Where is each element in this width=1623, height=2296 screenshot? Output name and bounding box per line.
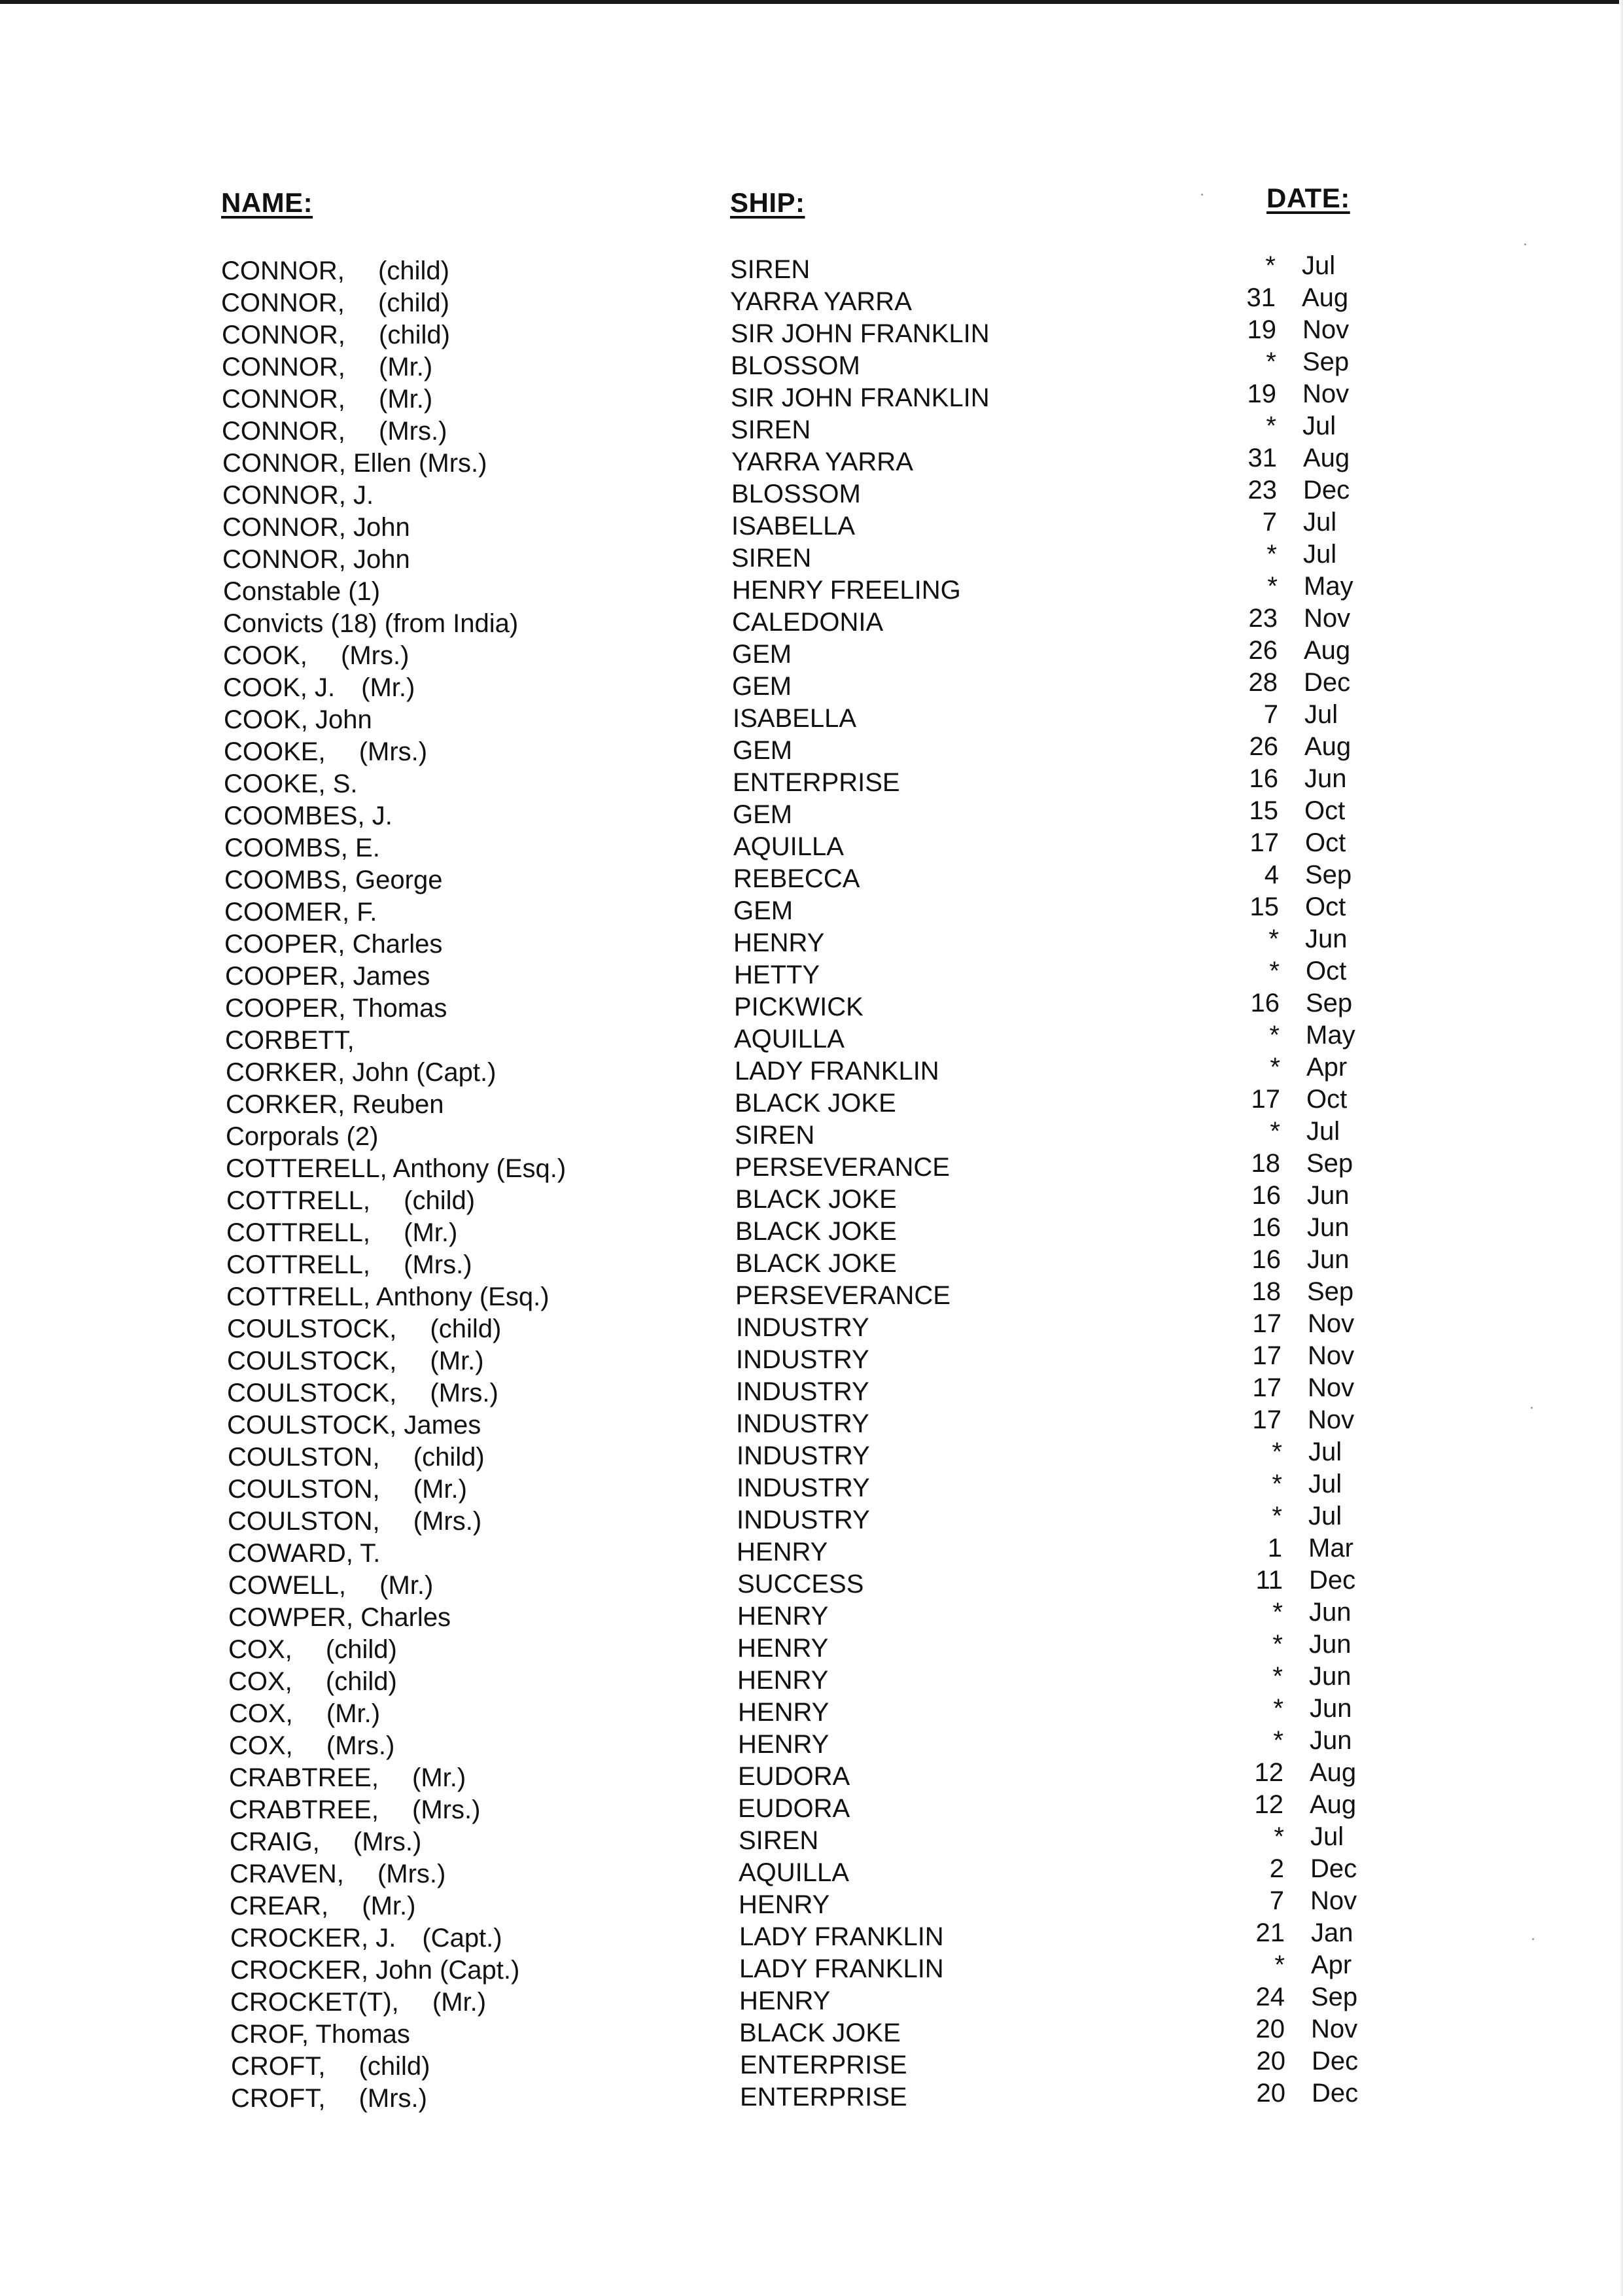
passenger-name: COOK, J. (Mr.) <box>223 673 415 702</box>
arrival-month: Jan <box>1311 1918 1353 1947</box>
arrival-month: Aug <box>1310 1790 1357 1819</box>
scan-speck <box>1201 194 1203 196</box>
table-row <box>2 636 1623 668</box>
arrival-month: Aug <box>1303 444 1350 472</box>
arrival-day: 18 <box>1251 1149 1280 1178</box>
arrival-month: Oct <box>1305 892 1346 921</box>
arrival-month: Sep <box>1307 1277 1354 1306</box>
passenger-name: CROCKER, John (Capt.) <box>230 1956 520 1985</box>
arrival-day: * <box>1273 1694 1283 1723</box>
table-row <box>1 444 1623 476</box>
arrival-day: * <box>1266 347 1276 376</box>
scan-speck <box>1532 1938 1534 1940</box>
table-row <box>9 1854 1623 1886</box>
arrival-day: 19 <box>1247 380 1276 408</box>
passenger-name: COTTERELL, Anthony (Esq.) <box>226 1154 567 1183</box>
ship-name: HENRY <box>733 928 825 957</box>
table-row <box>3 796 1623 828</box>
arrival-month: Dec <box>1312 2079 1359 2108</box>
passenger-name: COOMER, F. <box>224 898 377 927</box>
table-row <box>1 347 1623 380</box>
arrival-day: * <box>1269 957 1280 985</box>
table-row <box>2 572 1623 604</box>
ship-name: YARRA YARRA <box>731 448 913 476</box>
arrival-day: * <box>1268 925 1279 953</box>
arrival-month: Jun <box>1307 1245 1350 1274</box>
table-row <box>7 1630 1623 1662</box>
passenger-name: CONNOR, J. <box>222 481 374 510</box>
table-row <box>3 860 1623 892</box>
arrival-day: 23 <box>1248 476 1277 504</box>
arrival-day: 18 <box>1251 1277 1281 1306</box>
passenger-name: COOK, (Mrs.) <box>223 641 410 670</box>
ship-name: EUDORA <box>738 1762 850 1791</box>
arrival-day: * <box>1272 1470 1282 1498</box>
ship-name: YARRA YARRA <box>730 287 912 316</box>
ship-name: HETTY <box>734 961 820 989</box>
ship-name: GEM <box>732 672 792 701</box>
arrival-day: 7 <box>1269 1886 1284 1915</box>
ship-name: HENRY FREELING <box>732 576 961 605</box>
arrival-month: Nov <box>1310 1886 1357 1915</box>
arrival-month: Jun <box>1310 1726 1352 1755</box>
arrival-day: 20 <box>1256 2047 1285 2075</box>
arrival-month: Dec <box>1310 1854 1357 1883</box>
ship-name: INDUSTRY <box>736 1409 869 1438</box>
arrival-month: Jun <box>1307 1181 1350 1210</box>
ship-name: INDUSTRY <box>736 1377 869 1406</box>
table-row <box>6 1405 1623 1438</box>
table-row <box>7 1470 1623 1502</box>
table-row <box>5 1085 1623 1117</box>
table-row <box>3 892 1623 925</box>
table-row <box>8 1758 1623 1790</box>
ship-name: GEM <box>733 800 793 829</box>
table-row <box>1 508 1623 540</box>
arrival-month: Jun <box>1307 1213 1350 1242</box>
passenger-name: CRABTREE, (Mrs.) <box>229 1795 481 1824</box>
arrival-month: Nov <box>1308 1405 1355 1434</box>
ship-name: INDUSTRY <box>737 1441 870 1470</box>
arrival-day: * <box>1272 1662 1283 1691</box>
arrival-day: 21 <box>1255 1918 1285 1947</box>
passenger-name: CRAIG, (Mrs.) <box>230 1828 422 1856</box>
passenger-name: COULSTOCK, James <box>227 1411 481 1439</box>
ship-name: EUDORA <box>738 1794 850 1823</box>
passenger-name: COULSTOCK, (child) <box>227 1315 502 1343</box>
arrival-month: Jun <box>1304 764 1347 793</box>
passenger-name: COX, (child) <box>228 1667 397 1696</box>
table-row <box>2 668 1623 700</box>
arrival-month: Sep <box>1302 347 1350 376</box>
ship-name: SIREN <box>735 1121 815 1150</box>
table-row <box>1 380 1623 412</box>
ship-name: AQUILLA <box>739 1858 849 1887</box>
arrival-day: * <box>1265 251 1276 280</box>
arrival-month: Aug <box>1302 283 1349 312</box>
arrival-month: Apr <box>1311 1951 1352 1979</box>
passenger-name: CRAVEN, (Mrs.) <box>230 1860 446 1888</box>
arrival-day: 1 <box>1267 1534 1282 1563</box>
date-column-header: DATE: <box>1266 183 1350 213</box>
table-row <box>4 989 1623 1021</box>
ship-name: LADY FRANKLIN <box>735 1057 939 1086</box>
ship-name: GEM <box>733 896 794 925</box>
passenger-name: CONNOR, (child) <box>221 289 449 317</box>
arrival-day: 11 <box>1255 1566 1283 1595</box>
ship-name: HENRY <box>737 1538 828 1566</box>
arrival-month: Oct <box>1305 828 1346 857</box>
table-row <box>5 1117 1623 1149</box>
table-row <box>3 700 1623 732</box>
ship-name: SIREN <box>731 544 812 573</box>
arrival-day: 16 <box>1251 1245 1281 1274</box>
table-row <box>6 1309 1623 1341</box>
passenger-name: COOPER, Thomas <box>225 994 447 1023</box>
arrival-month: May <box>1304 572 1353 601</box>
ship-name: PERSEVERANCE <box>735 1281 951 1310</box>
passenger-name: COWPER, Charles <box>228 1603 451 1632</box>
arrival-day: 23 <box>1248 604 1278 633</box>
passenger-name: CROFT, (Mrs.) <box>231 2084 427 2113</box>
scan-edge-top <box>0 0 1623 4</box>
arrival-day: 2 <box>1269 1854 1284 1883</box>
ship-name: HENRY <box>737 1634 829 1663</box>
table-row <box>0 283 1623 315</box>
arrival-day: * <box>1269 1021 1280 1050</box>
table-row <box>7 1438 1623 1470</box>
arrival-day: 28 <box>1248 668 1278 697</box>
table-row <box>5 1213 1623 1245</box>
arrival-day: * <box>1270 1053 1280 1082</box>
table-row <box>1 412 1623 444</box>
passenger-name: Corporals (2) <box>226 1122 379 1151</box>
passenger-name: CROCKER, J. (Capt.) <box>230 1924 502 1952</box>
passenger-name: COTTRELL, (Mr.) <box>226 1218 458 1247</box>
arrival-month: Jul <box>1303 540 1337 569</box>
arrival-month: Nov <box>1304 604 1351 633</box>
arrival-day: 4 <box>1264 860 1279 889</box>
table-row <box>3 925 1623 957</box>
passenger-name: COX, (child) <box>228 1635 397 1664</box>
passenger-name: COTTRELL, (child) <box>226 1186 476 1215</box>
ship-name: BLACK JOKE <box>739 2019 901 2047</box>
ship-column-header: SHIP: <box>730 187 805 218</box>
ship-name: ENTERPRISE <box>740 2083 907 2111</box>
arrival-month: Jul <box>1302 412 1336 440</box>
arrival-month: Jun <box>1309 1598 1352 1627</box>
passenger-name: CONNOR, (Mrs.) <box>222 417 447 446</box>
passenger-name: COULSTON, (Mrs.) <box>228 1507 482 1536</box>
table-row <box>5 1053 1623 1085</box>
table-row <box>6 1341 1623 1373</box>
passenger-name: Convicts (18) (from India) <box>223 609 519 638</box>
arrival-month: Sep <box>1311 1983 1358 2011</box>
passenger-name: COULSTON, (Mr.) <box>228 1475 467 1504</box>
ship-name: INDUSTRY <box>736 1345 869 1374</box>
arrival-day: 16 <box>1251 1213 1281 1242</box>
ship-name: BLOSSOM <box>731 480 861 508</box>
table-row <box>1 315 1623 347</box>
arrival-day: * <box>1274 1951 1285 1979</box>
passenger-name: CONNOR, Ellen (Mrs.) <box>222 449 487 478</box>
arrival-day: 15 <box>1249 892 1279 921</box>
arrival-month: Jul <box>1302 251 1336 280</box>
table-row <box>7 1662 1623 1694</box>
table-row <box>2 604 1623 636</box>
passenger-name: CONNOR, (Mr.) <box>222 353 433 381</box>
table-row <box>5 1277 1623 1309</box>
ship-name: SIREN <box>739 1826 819 1855</box>
arrival-day: 16 <box>1249 764 1278 793</box>
table-row <box>5 1181 1623 1213</box>
arrival-day: 20 <box>1255 2015 1285 2043</box>
table-row <box>1 476 1623 508</box>
arrival-day: * <box>1266 412 1276 440</box>
table-row <box>9 1822 1623 1854</box>
passenger-name: Constable (1) <box>223 577 381 606</box>
arrival-day: * <box>1272 1630 1283 1659</box>
table-row <box>7 1598 1623 1630</box>
arrival-month: May <box>1306 1021 1355 1050</box>
arrival-day: 12 <box>1254 1758 1283 1787</box>
arrival-month: Jul <box>1303 508 1337 537</box>
passenger-name: CONNOR, (child) <box>222 321 450 349</box>
table-row <box>9 1951 1623 1983</box>
passenger-name: COULSTOCK, (Mr.) <box>227 1347 484 1375</box>
ship-name: HENRY <box>738 1730 829 1759</box>
arrival-month: Jul <box>1310 1822 1344 1851</box>
table-row <box>4 1021 1623 1053</box>
arrival-month: Jul <box>1308 1470 1342 1498</box>
passenger-name: CREAR, (Mr.) <box>230 1892 416 1920</box>
ship-name: PERSEVERANCE <box>735 1153 950 1182</box>
arrival-day: * <box>1274 1822 1284 1851</box>
passenger-name: CORKER, John (Capt.) <box>226 1058 497 1087</box>
ship-name: BLOSSOM <box>731 351 860 380</box>
passenger-name: COOMBS, E. <box>224 834 380 862</box>
arrival-month: Nov <box>1308 1341 1355 1370</box>
passenger-name: COWARD, T. <box>228 1539 381 1568</box>
arrival-day: 17 <box>1252 1341 1282 1370</box>
arrival-month: Apr <box>1306 1053 1348 1082</box>
arrival-day: 26 <box>1248 636 1278 665</box>
arrival-day: * <box>1272 1438 1282 1466</box>
passenger-name: CORKER, Reuben <box>226 1090 444 1119</box>
passenger-name: COOPER, Charles <box>224 930 443 959</box>
passenger-name: CRABTREE, (Mr.) <box>229 1763 466 1792</box>
arrival-day: 24 <box>1255 1983 1285 2011</box>
passenger-name: COTTRELL, Anthony (Esq.) <box>226 1282 550 1311</box>
arrival-day: 7 <box>1262 508 1277 537</box>
arrival-month: Nov <box>1308 1373 1355 1402</box>
arrival-month: Jun <box>1309 1662 1352 1691</box>
arrival-month: Jul <box>1308 1502 1342 1530</box>
ship-name: SUCCESS <box>737 1570 864 1598</box>
arrival-month: Aug <box>1304 636 1351 665</box>
arrival-month: Jun <box>1310 1694 1352 1723</box>
ship-name: BLACK JOKE <box>735 1249 897 1278</box>
arrival-month: Jul <box>1306 1117 1340 1146</box>
ship-name: SIREN <box>731 415 811 444</box>
ship-name: ISABELLA <box>731 512 856 540</box>
arrival-day: 17 <box>1252 1405 1282 1434</box>
arrival-day: * <box>1266 540 1277 569</box>
table-row <box>6 1373 1623 1405</box>
ship-name: HENRY <box>739 1890 830 1919</box>
ship-name: REBECCA <box>733 864 860 893</box>
ship-name: HENRY <box>738 1698 829 1727</box>
table-row <box>10 2079 1623 2111</box>
passenger-name: COX, (Mrs.) <box>229 1731 395 1760</box>
passenger-name: COWELL, (Mr.) <box>228 1571 434 1600</box>
passenger-name: CONNOR, (child) <box>221 256 449 285</box>
arrival-month: Oct <box>1306 1085 1348 1114</box>
arrival-day: * <box>1270 1117 1280 1146</box>
ship-name: ENTERPRISE <box>733 768 900 797</box>
table-row <box>9 2015 1623 2047</box>
arrival-day: 20 <box>1256 2079 1285 2108</box>
arrival-day: * <box>1273 1726 1283 1755</box>
ship-name: ISABELLA <box>733 704 857 733</box>
ship-name: HENRY <box>739 1987 831 2015</box>
arrival-month: Jun <box>1305 925 1348 953</box>
passenger-name: CONNOR, John <box>222 545 410 574</box>
table-row <box>4 957 1623 989</box>
passenger-name: COULSTON, (child) <box>228 1443 485 1472</box>
ship-name: HENRY <box>737 1602 829 1631</box>
arrival-day: 16 <box>1251 1181 1281 1210</box>
arrival-month: Aug <box>1310 1758 1357 1787</box>
ship-name: AQUILLA <box>733 832 844 861</box>
arrival-month: Nov <box>1302 380 1350 408</box>
passenger-name: COOKE, S. <box>224 769 358 798</box>
arrival-month: Dec <box>1312 2047 1359 2075</box>
arrival-month: Jul <box>1308 1438 1342 1466</box>
arrival-month: Aug <box>1304 732 1352 761</box>
passenger-name: COULSTOCK, (Mrs.) <box>227 1379 498 1407</box>
passenger-name: COTTRELL, (Mrs.) <box>226 1250 472 1279</box>
arrival-month: Jun <box>1309 1630 1352 1659</box>
arrival-month: Sep <box>1305 860 1352 889</box>
arrival-day: 15 <box>1249 796 1278 825</box>
arrival-day: 7 <box>1263 700 1278 729</box>
arrival-day: 17 <box>1252 1373 1282 1402</box>
ship-name: INDUSTRY <box>736 1313 869 1342</box>
table-row <box>5 1245 1623 1277</box>
ship-name: LADY FRANKLIN <box>739 1922 944 1951</box>
arrival-month: Jul <box>1304 700 1338 729</box>
table-row <box>7 1502 1623 1534</box>
arrival-month: Oct <box>1304 796 1346 825</box>
ship-name: GEM <box>732 640 792 669</box>
passenger-name: CROF, Thomas <box>230 2020 410 2049</box>
arrival-day: 26 <box>1249 732 1278 761</box>
ship-name: HENRY <box>737 1666 829 1695</box>
arrival-month: Nov <box>1311 2015 1358 2043</box>
arrival-day: * <box>1267 572 1278 601</box>
arrival-day: 17 <box>1249 828 1279 857</box>
passenger-name: CORBETT, <box>225 1026 355 1055</box>
arrival-month: Oct <box>1306 957 1347 985</box>
passenger-name: COX, (Mr.) <box>229 1699 381 1728</box>
passenger-name: CONNOR, John <box>222 513 410 542</box>
ship-name: AQUILLA <box>734 1025 845 1053</box>
passenger-name: CROFT, (child) <box>231 2052 430 2081</box>
passenger-name: COOMBES, J. <box>224 802 393 830</box>
ship-name: BLACK JOKE <box>735 1089 896 1118</box>
passenger-name: COOMBS, George <box>224 866 443 894</box>
table-row <box>7 1534 1623 1566</box>
table-row <box>9 1918 1623 1951</box>
arrival-month: Mar <box>1308 1534 1353 1563</box>
arrival-month: Dec <box>1304 668 1351 697</box>
arrival-day: 17 <box>1252 1309 1282 1338</box>
table-row <box>8 1790 1623 1822</box>
arrival-day: 12 <box>1254 1790 1283 1819</box>
arrival-day: 31 <box>1248 444 1277 472</box>
arrival-month: Dec <box>1303 476 1350 504</box>
table-row <box>10 2047 1623 2079</box>
table-row <box>7 1566 1623 1598</box>
table-row <box>3 732 1623 764</box>
ship-name: ENTERPRISE <box>740 2051 907 2079</box>
table-row <box>1 540 1623 572</box>
ship-name: SIREN <box>730 255 811 284</box>
passenger-name: COOKE, (Mrs.) <box>224 737 428 766</box>
arrival-month: Sep <box>1306 989 1353 1017</box>
table-row <box>0 251 1623 283</box>
ship-name: SIR JOHN FRANKLIN <box>731 383 990 412</box>
ship-name: CALEDONIA <box>732 608 884 637</box>
passenger-list <box>0 251 1623 2111</box>
arrival-day: 16 <box>1250 989 1280 1017</box>
scan-speck <box>1531 1407 1533 1409</box>
name-column-header: NAME: <box>221 187 313 218</box>
arrival-day: 31 <box>1246 283 1276 312</box>
scan-speck <box>1524 243 1526 245</box>
passenger-name: COOK, John <box>224 705 372 734</box>
ship-name: LADY FRANKLIN <box>739 1954 944 1983</box>
passenger-name: CONNOR, (Mr.) <box>222 385 433 414</box>
table-row <box>8 1694 1623 1726</box>
arrival-day: * <box>1272 1502 1282 1530</box>
ship-name: INDUSTRY <box>737 1474 870 1502</box>
arrival-day: * <box>1272 1598 1283 1627</box>
arrival-month: Nov <box>1308 1309 1355 1338</box>
passenger-name: CROCKET(T), (Mr.) <box>230 1988 487 2017</box>
table-row <box>3 828 1623 860</box>
ship-name: INDUSTRY <box>737 1506 870 1534</box>
arrival-day: 17 <box>1251 1085 1280 1114</box>
table-row <box>8 1726 1623 1758</box>
table-row <box>9 1983 1623 2015</box>
passenger-name: COOPER, James <box>225 962 430 991</box>
arrival-month: Sep <box>1306 1149 1353 1178</box>
arrival-day: 19 <box>1247 315 1276 344</box>
table-row <box>9 1886 1623 1918</box>
ship-name: BLACK JOKE <box>735 1185 897 1214</box>
ship-name: SIR JOHN FRANKLIN <box>731 319 990 348</box>
arrival-month: Dec <box>1309 1566 1356 1595</box>
arrival-month: Nov <box>1302 315 1350 344</box>
ship-name: GEM <box>733 736 793 765</box>
ship-name: BLACK JOKE <box>735 1217 897 1246</box>
table-row <box>3 764 1623 796</box>
table-row <box>5 1149 1623 1181</box>
ship-name: PICKWICK <box>734 993 864 1021</box>
